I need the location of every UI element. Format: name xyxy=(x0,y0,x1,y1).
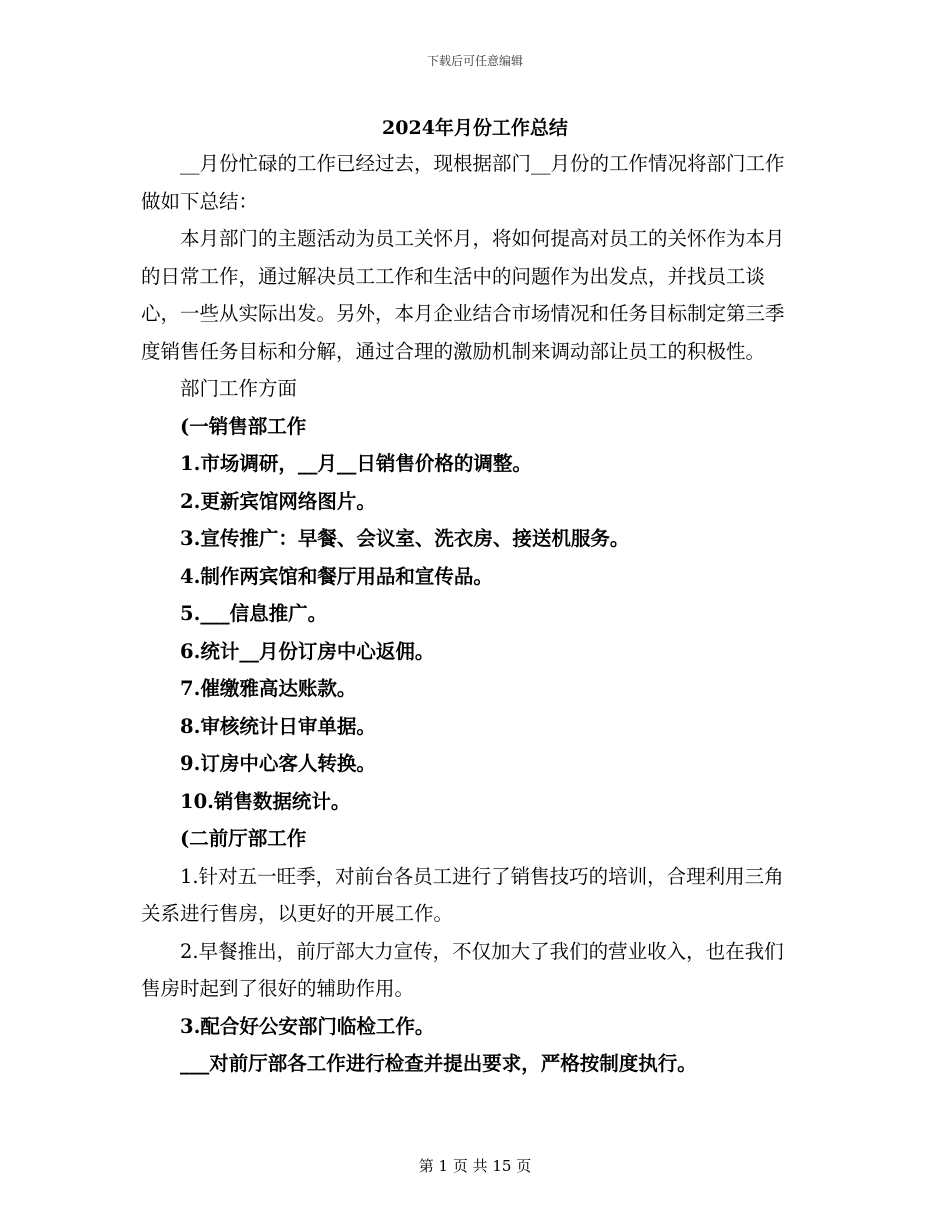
sales-item: 8.审核统计日审单据。 xyxy=(180,714,376,738)
sales-item: 5.___信息推广。 xyxy=(180,602,328,625)
intro-paragraph: __月份忙碌的工作已经过去，现根据部门__月份的工作情况将部门工作做如下总结： xyxy=(141,152,785,213)
sales-item: 2.更新宾馆网络图片。 xyxy=(180,489,376,513)
document-title: 2024年月份工作总结 xyxy=(382,117,568,139)
sales-item: 7.催缴雅高达账款。 xyxy=(180,677,357,700)
document-body xyxy=(141,145,801,1083)
front-desk-item: 2.早餐推出，前厅部大力宣传，不仅加大了我们的营业收入，也在我们售房时起到了很好的辅助作用。 xyxy=(141,939,784,1000)
theme-paragraph: 本月部门的主题活动为员工关怀月，将如何提高对员工的关怀作为本月的日常工作，通过解决员工工作和生活中的问题作为出发点，并找员工谈心，一些从实际出发。另外，本月企业结合市场情况和任务目标制定第三季度销售任务目标和分解，通过合理的激励机制来调动部让员工的积极性。 xyxy=(141,227,785,363)
sales-item: 9.订房中心客人转换。 xyxy=(180,752,376,775)
sales-item: 1.市场调研，__月__日销售价格的调整。 xyxy=(180,452,532,475)
front-desk-item: 1.针对五一旺季，对前台各员工进行了销售技巧的培训，合理利用三角关系进行售房，以更好的开展工作。 xyxy=(141,864,784,925)
department-work-label: 部门工作方面 xyxy=(180,377,298,400)
front-desk-item: 3.配合好公安部门临检工作。 xyxy=(180,1014,435,1038)
front-desk-section-heading: (二前厅部工作 xyxy=(180,827,307,850)
sales-item: 3.宣传推广：早餐、会议室、洗衣房、接送机服务。 xyxy=(180,527,630,550)
sales-item: 10.销售数据统计。 xyxy=(180,789,351,813)
sales-item: 4.制作两宾馆和餐厅用品和宣传品。 xyxy=(180,564,493,588)
sales-item: 6.统计__月份订房中心返佣。 xyxy=(180,639,435,663)
sales-section-heading: (一销售部工作 xyxy=(180,414,307,438)
page-number-footer: 第 1 页 共 15 页 xyxy=(418,1157,532,1175)
page-header-note: 下载后可任意编辑 xyxy=(426,54,523,68)
front-desk-item: ___对前厅部各工作进行检查并提出要求，严格按制度执行。 xyxy=(180,1052,697,1075)
